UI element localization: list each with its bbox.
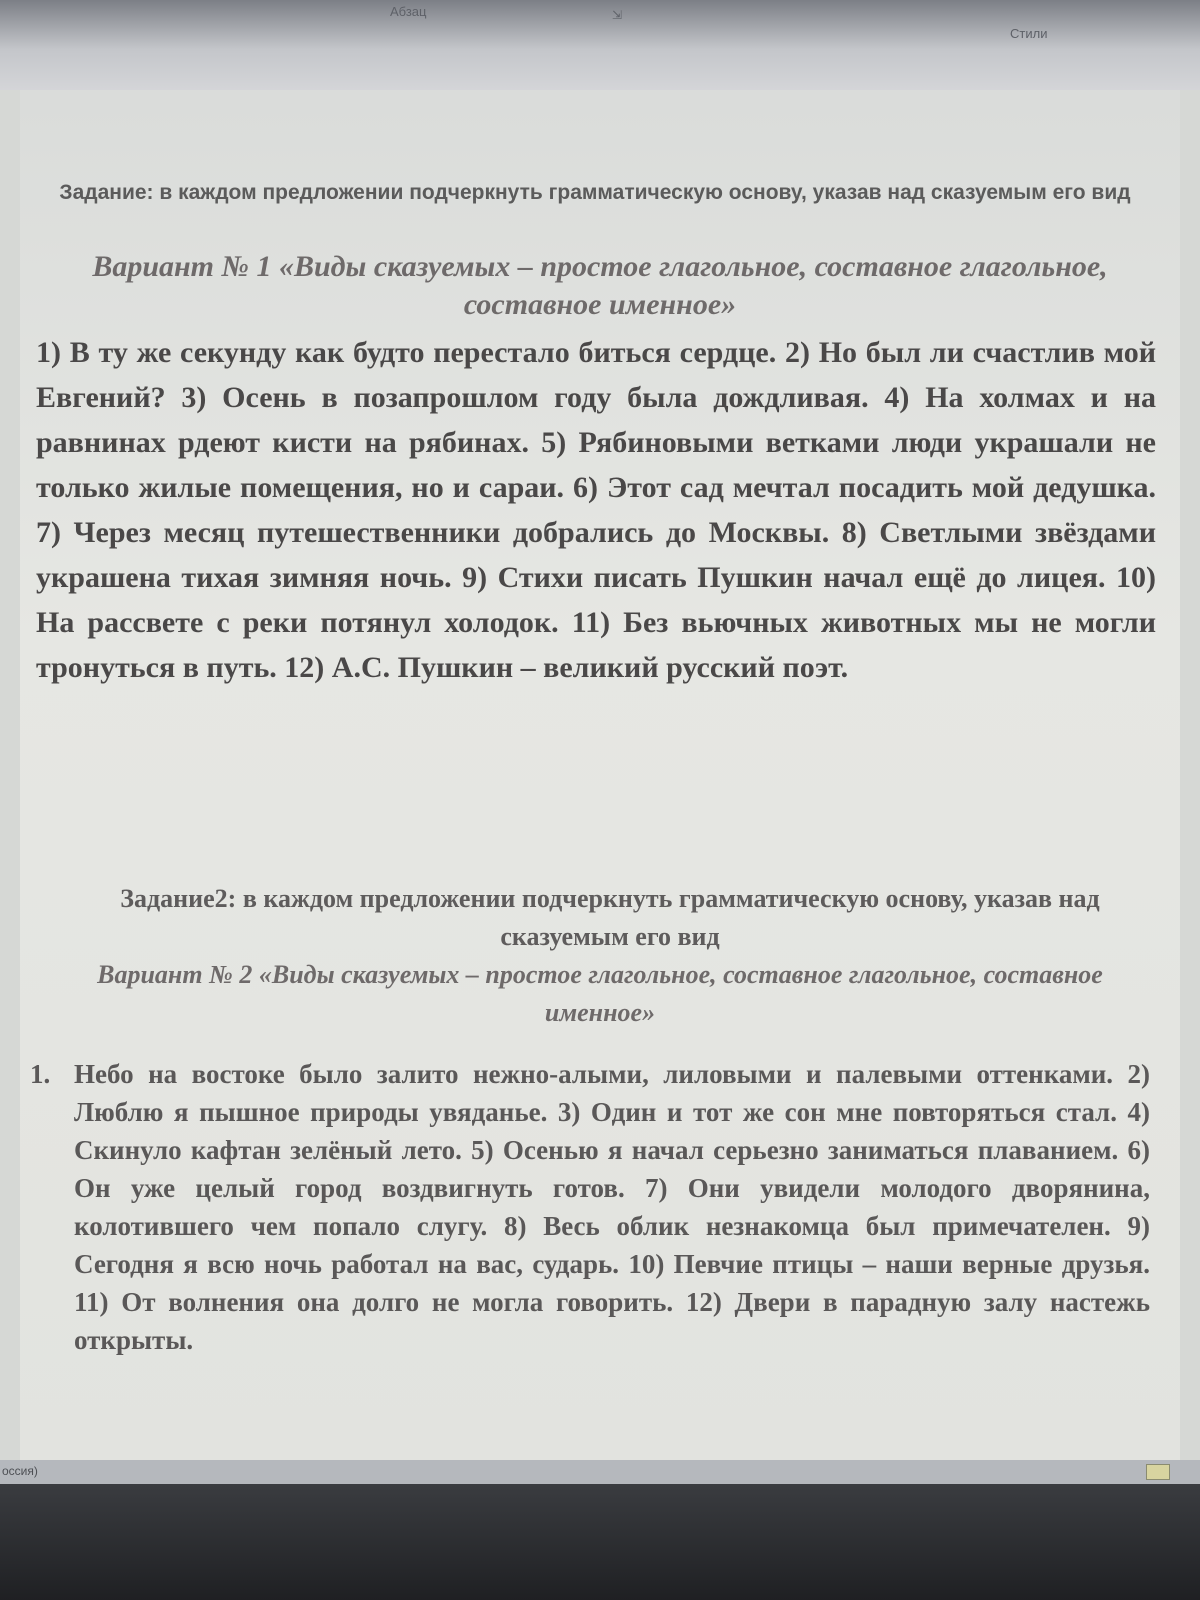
- variant1-title: Вариант № 1 «Виды сказуемых – простое глагольное, составное глагольное, составное именное»: [92, 250, 1108, 321]
- ribbon: [0, 0, 1200, 90]
- ribbon-group-styles: Стили: [1010, 26, 1048, 41]
- monitor-bezel: [0, 1484, 1200, 1600]
- variant2-title: Вариант № 2 «Виды сказуемых – простое глагольное, составное глагольное, составное именное»: [97, 960, 1103, 1027]
- variant2-text: Небо на востоке было залито нежно-алыми, лиловыми и палевыми оттенками. 2) Люблю я пышное природы увяданье. 3) Один и тот же сон мне повторяться стал. 4) Скинуло кафтан зелёный лето. 5) Осенью я начал серьезно заниматься плаванием. 6) Он уже целый город воздвигнуть готов. 7) Они увидели молодого дворянина, колотившего чем попало слугу. 8) Весь облик незнакомца был примечателен. 9) Сегодня я всю ночь работал на вас, сударь. 10) Певчие птицы – наши верные друзья. 11) От волнения она долго не могла говорить. 12) Двери в парадную залу настежь открыты.: [74, 1059, 1150, 1355]
- variant1-text: 1) В ту же секунду как будто перестало биться сердце. 2) Но был ли счастлив мой Евгений? 3) Осень в позапрошлом году была дождливая. 4) На холмах и на равнинах рдеют кисти на рябинах. 5) Рябиновыми ветками люди украшали не только жилые помещения, но и сараи. 6) Этот сад мечтал посадить мой дедушка. 7) Через месяц путешественники добрались до Москвы. 8) Светлыми звёздами украшена тихая зимняя ночь. 9) Стихи писать Пушкин начал ещё до лицея. 10) На рассвете с реки потянул холодок. 11) Без вьючных животных мы не могли тронуться в путь. 12) А.С. Пушкин – великий русский поэт.: [36, 336, 1156, 684]
- variant2-list: [30, 1055, 1150, 1359]
- dialog-launcher-icon[interactable]: ⇲: [612, 8, 623, 22]
- task1-heading: Задание: в каждом предложении подчеркнуть грамматическую основу, указав над сказуемым его вид: [59, 181, 1131, 204]
- document-page[interactable]: [20, 90, 1180, 1460]
- document-area[interactable]: [0, 90, 1200, 1460]
- language-indicator[interactable]: оссия): [2, 1464, 38, 1478]
- print-layout-icon[interactable]: [1146, 1464, 1170, 1480]
- task2-heading: Задание2: в каждом предложении подчеркнуть грамматическую основу, указав над сказуемым его вид: [120, 884, 1100, 951]
- ribbon-group-paragraph: Абзац: [390, 4, 427, 19]
- status-bar: [0, 1460, 1200, 1484]
- list-number: 1.: [30, 1059, 51, 1089]
